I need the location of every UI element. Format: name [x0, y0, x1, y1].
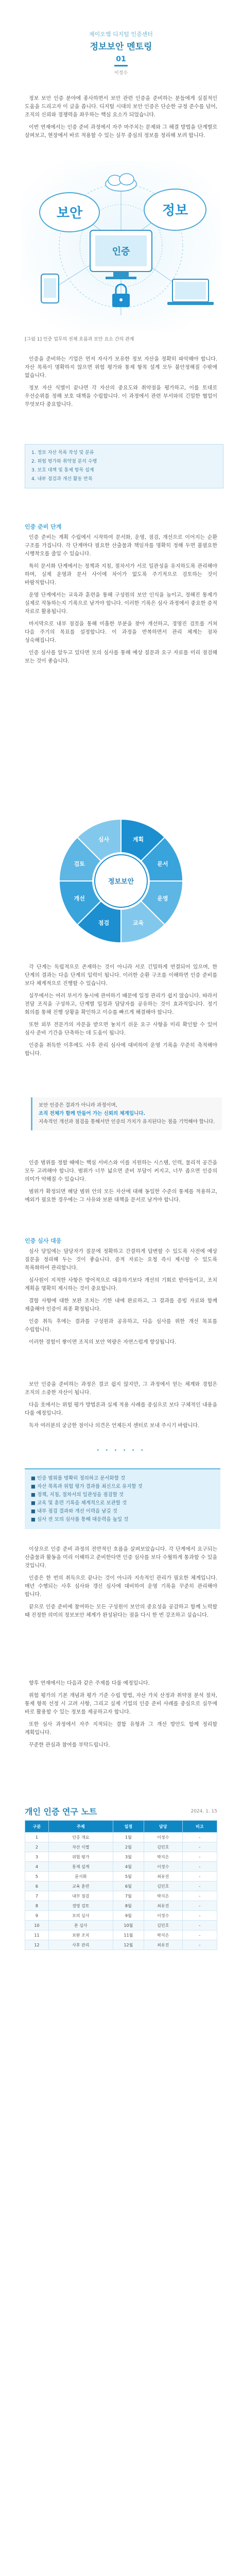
checklist-item: 2. 위험 평가와 취약점 분석 수행: [31, 459, 97, 464]
paragraph: 향후 연재에서는 다음과 같은 주제를 다룰 예정입니다.: [29, 1681, 150, 1686]
table-cell: 이정수: [144, 1833, 182, 1842]
wheel-segment-label: 계획: [132, 836, 144, 843]
table-cell: 자산 식별: [48, 1842, 113, 1852]
section6-text: [25, 1381, 217, 1434]
wheel-center-label: 정보보안: [108, 878, 134, 886]
phone-icon: [41, 274, 59, 303]
table-cell: -: [182, 1911, 217, 1921]
tip-item: ■ 심사 전 모의 심사를 통해 대응력을 높일 것: [31, 1517, 129, 1522]
table-cell: 7월: [113, 1891, 144, 1901]
paragraph: 이번 연재에서는 인증 준비 과정에서 자주 마주치는 문제와 그 해결 방법을 단계별로 살펴보고, 현장에서 바로 적용할 수 있는 실무 중심의 정보를 정리해 보려 합니다.: [25, 125, 217, 139]
paragraph: 독자 여러분의 궁금한 점이나 의견은 언제든지 센터로 보내 주시기 바랍니다.: [29, 1423, 200, 1429]
table-cell: 모의 심사: [48, 1911, 113, 1921]
paragraph: 실무에서는 여러 부서가 동시에 관여하기 때문에 일정 관리가 쉽지 않습니다. 따라서 전담 조직을 구성하고, 단계별 일정과 담당자를 공유하는 것이 효과적입니다. 정기 회의를 통해 진행 상황을 확인하고 이슈를 빠르게 해결해야 합니다.: [25, 993, 217, 1015]
series-label: 제이오엠 디지털 인증센터: [89, 31, 153, 38]
paragraph: 인증 심사를 앞두고 있다면 모의 심사를 통해 예상 질문과 요구 자료를 미리 점검해 보는 것이 좋습니다.: [25, 650, 217, 664]
table-cell: 8: [25, 1901, 49, 1911]
wheel-segment-label: 개선: [74, 895, 85, 902]
table-cell: 보완 조치: [48, 1930, 113, 1940]
wheel-segment-label: 운영: [157, 895, 168, 902]
hero-illustration: [21, 161, 221, 331]
paragraph: 보안 인증을 준비하는 과정은 결코 쉽지 않지만, 그 과정에서 얻는 체계와 경험은 조직의 소중한 자산이 됩니다.: [25, 1382, 217, 1396]
table-cell: 김민호: [144, 1842, 182, 1852]
paragraph: 범위가 확정되면 해당 범위 안의 모든 자산에 대해 동일한 수준의 통제를 적용하고, 예외가 필요한 경우에는 그 사유와 보완 대책을 문서로 남겨야 합니다.: [25, 1189, 217, 1203]
table-cell: 내부 점검: [48, 1891, 113, 1901]
tip-item: ■ 정책, 지침, 절차서의 일관성을 점검할 것: [31, 1492, 124, 1498]
table-cell: -: [182, 1872, 217, 1882]
quote-highlight: 조직 전체가 함께 만들어 가는 신뢰의 체계입니다.: [39, 1111, 145, 1116]
table-cell: 경영 검토: [48, 1901, 113, 1911]
table-row: [25, 1901, 217, 1911]
table-cell: 김민호: [144, 1921, 182, 1930]
paragraph: 인증 준비는 계획 수립에서 시작하여 문서화, 운영, 점검, 개선으로 이어지는 순환 구조를 가집니다. 각 단계마다 필요한 산출물과 책임자를 명확히 정해 두면 불필요한 시행착오를 줄일 수 있습니다.: [25, 535, 217, 557]
paragraph: 인증을 준비하는 기업은 먼저 자사가 보유한 정보 자산을 정확히 파악해야 합니다. 자산 목록이 명확하지 않으면 위험 평가와 통제 항목 설계 모두 불안정해질 수밖에 없습니다.: [25, 357, 217, 379]
table-cell: 5월: [113, 1872, 144, 1882]
wheel-segment-label: 검토: [74, 860, 85, 868]
table-cell: -: [182, 1921, 217, 1930]
paragraph: 운영 단계에서는 교육과 훈련을 통해 구성원의 보안 인식을 높이고, 정해진 통제가 실제로 작동하는지 기록으로 남겨야 합니다. 이러한 기록은 심사 과정에서 중요한 증적 자료로 활용됩니다.: [25, 592, 217, 615]
section8-text: [25, 1680, 217, 1754]
table-row: [25, 1833, 217, 1842]
table-cell: 인증 개요: [48, 1833, 113, 1842]
table-row: [25, 1911, 217, 1921]
checklist-item: 1. 정보 자산 목록 작성 및 분류: [31, 450, 94, 455]
schedule-table-section: [25, 1803, 217, 1950]
table-row: [25, 1872, 217, 1882]
quote-lead: 보안 인증은 결과가 아니라 과정이며,: [39, 1103, 117, 1108]
table-cell: 12: [25, 1940, 49, 1950]
paragraph: 다음 호에서는 위험 평가 방법론과 실제 적용 사례를 중심으로 보다 구체적인 내용을 다룰 예정입니다.: [25, 1402, 217, 1416]
table-title: 개인 인증 연구 노트: [25, 1807, 97, 1817]
table-row: [25, 1882, 217, 1891]
table-cell: 위험 평가: [48, 1852, 113, 1862]
table-cell: 10: [25, 1921, 49, 1930]
table-cell: 3월: [113, 1852, 144, 1862]
wheel-segment-label: 점검: [98, 919, 110, 926]
right-bubble: [144, 189, 206, 230]
table-cell: 교육 훈련: [48, 1882, 113, 1891]
author-name: 이정수: [114, 71, 128, 76]
table-row: [25, 1930, 217, 1940]
paragraph: 심사원이 지적한 사항은 방어적으로 대응하기보다 개선의 기회로 받아들이고, 조치 계획을 명확히 제시하는 것이 중요합니다.: [25, 1278, 217, 1292]
table-cell: 2: [25, 1842, 49, 1852]
tip-item: ■ 인증 범위를 명확히 정의하고 문서화할 것: [31, 1476, 126, 1481]
issue-number: 01: [114, 54, 128, 66]
paragraph: 위험 평가의 기본 개념과 평가 기준 수립 방법, 자산 가치 산정과 취약점 분석 절차, 통제 항목 선정 시 고려 사항, 그리고 실제 기업의 인증 준비 사례를 중심으로 실무에 바로 활용할 수 있는 정보를 제공하고자 합니다.: [25, 1693, 217, 1715]
checklist-box: [25, 444, 223, 488]
wheel-segment-label: 교육: [132, 919, 144, 926]
paragraph: 마지막으로 내부 점검을 통해 미흡한 부분을 찾아 개선하고, 경영진 검토를 거쳐 다음 주기의 목표를 설정합니다. 이 과정을 반복하면서 관리 체계는 점차 성숙해집니다.: [25, 621, 217, 643]
paragraph: 결함 사항에 대한 보완 조치는 기한 내에 완료하고, 그 결과를 증빙 자료와 함께 제출해야 인증이 최종 확정됩니다.: [25, 1298, 217, 1312]
article-header: [0, 0, 242, 88]
table-cell: 2월: [113, 1842, 144, 1852]
paragraph: 정보 자산 식별이 끝나면 각 자산의 중요도와 취약점을 평가하고, 이를 토대로 우선순위를 정해 보호 대책을 수립합니다. 이 과정에서 관련 부서와의 긴밀한 협업이 무엇보다 중요합니다.: [25, 385, 217, 408]
laptop-icon: [167, 279, 214, 305]
paragraph: 꾸준한 관심과 참여를 부탁드립니다.: [29, 1742, 110, 1748]
table-cell: 1월: [113, 1833, 144, 1842]
table-cell: 최유진: [144, 1872, 182, 1882]
wheel-segment-label: 심사: [98, 836, 110, 843]
column-header: 주제: [48, 1821, 113, 1833]
table-cell: 최유진: [144, 1940, 182, 1950]
table-cell: 7: [25, 1891, 49, 1901]
table-cell: 6월: [113, 1882, 144, 1891]
table-date: 2024. 1. 15: [191, 1809, 217, 1814]
quote-body: 지속적인 개선과 점검을 통해서만 인증의 가치가 유지된다는 점을 기억해야 합니다.: [39, 1119, 215, 1125]
paragraph: 이상으로 인증 준비 과정의 전반적인 흐름을 살펴보았습니다. 각 단계에서 요구되는 산출물과 활동을 미리 이해하고 준비한다면 인증 심사를 보다 수월하게 통과할 수 있을 것입니다.: [25, 1547, 217, 1569]
monitor-label: 인증: [112, 246, 130, 257]
table-cell: 최유진: [144, 1901, 182, 1911]
tip-item: ■ 자산 목록과 위험 평가 결과를 최신으로 유지할 것: [31, 1484, 143, 1489]
table-cell: 11: [25, 1930, 49, 1940]
column-header: 일정: [113, 1821, 144, 1833]
pull-quote: [31, 1097, 222, 1130]
table-row: [25, 1842, 217, 1852]
table-row: [25, 1921, 217, 1930]
right-bubble-label: 정보: [162, 203, 188, 218]
table-row: [25, 1940, 217, 1950]
intro-text: [25, 95, 217, 144]
table-cell: 11월: [113, 1930, 144, 1940]
article-title: 정보보안 멘토링: [90, 42, 152, 52]
table-row: [25, 1891, 217, 1901]
tips-box: [25, 1468, 220, 1529]
table-cell: 3: [25, 1852, 49, 1862]
section1-text: [25, 355, 217, 413]
table-cell: -: [182, 1833, 217, 1842]
checklist-item: 4. 내부 점검과 개선 활동 반복: [31, 477, 93, 482]
table-cell: 5: [25, 1872, 49, 1882]
table-cell: 이정수: [144, 1911, 182, 1921]
table-cell: 박지은: [144, 1891, 182, 1901]
left-bubble: [40, 193, 99, 232]
table-row: [25, 1852, 217, 1862]
table-cell: 문서화: [48, 1872, 113, 1882]
section-title: 인증 준비 단계: [25, 523, 62, 530]
table-cell: 이정수: [144, 1862, 182, 1872]
tip-item: ■ 내부 점검 결과와 개선 이력을 남길 것: [31, 1509, 117, 1514]
table-cell: 10월: [113, 1921, 144, 1930]
paragraph: 정보 보안 인증 분야에 종사하면서 보안 관련 인증을 준비하는 분들에게 실질적인 도움을 드리고자 이 글을 씁니다. 디지털 시대의 보안 인증은 단순한 규정 준수를 넘어, 조직의 신뢰와 경쟁력을 좌우하는 핵심 요소가 되었습니다.: [25, 96, 217, 118]
table-cell: 1: [25, 1833, 49, 1842]
paragraph: 이러한 경험이 쌓이면 조직의 보안 역량은 자연스럽게 향상됩니다.: [29, 1340, 177, 1345]
monitor-icon: [90, 230, 152, 279]
table-cell: -: [182, 1930, 217, 1940]
table-cell: 9: [25, 1911, 49, 1921]
section4-text: [25, 1159, 217, 1209]
paragraph: 인증 범위를 정할 때에는 핵심 서비스와 이를 지원하는 시스템, 인력, 물리적 공간을 모두 고려해야 합니다. 범위가 너무 넓으면 준비 부담이 커지고, 너무 좁으면 인증의 의미가 약해질 수 있습니다.: [25, 1160, 217, 1182]
paragraph: 특히 문서화 단계에서는 정책과 지침, 절차서가 서로 일관성을 유지하도록 관리해야 하며, 실제 운영과 문서 사이에 차이가 없도록 주기적으로 검토하는 것이 바람직합니다.: [25, 564, 217, 586]
separator-dots: • • • • • •: [96, 1448, 146, 1453]
paragraph: 또한 외부 전문가의 자문을 받으면 놓치기 쉬운 요구 사항을 미리 확인할 수 있어 심사 준비 기간을 단축하는 데 도움이 됩니다.: [25, 1022, 217, 1036]
checklist-item: 3. 보호 대책 및 통제 항목 설계: [31, 468, 94, 473]
table-cell: -: [182, 1901, 217, 1911]
paragraph: 인증은 한 번의 취득으로 끝나는 것이 아니라 지속적인 관리가 필요한 체계입니다. 매년 수행되는 사후 심사와 갱신 심사에 대비하여 운영 기록을 꾸준히 관리해야 합니다.: [25, 1575, 217, 1598]
section2-text: [25, 534, 217, 670]
table-cell: 4: [25, 1862, 49, 1872]
hero-caption: [그림 1] 인증 업무의 전체 흐름과 보안 요소 간의 관계: [25, 337, 134, 342]
section-title: 인증 심사 대응: [25, 1238, 62, 1244]
table-cell: 4월: [113, 1862, 144, 1872]
table-cell: -: [182, 1852, 217, 1862]
table-cell: -: [182, 1891, 217, 1901]
table-cell: -: [182, 1882, 217, 1891]
column-header: 비고: [182, 1821, 217, 1833]
column-header: 구분: [25, 1821, 49, 1833]
table-cell: 8월: [113, 1901, 144, 1911]
table-cell: 통제 설계: [48, 1862, 113, 1872]
column-header: 담당: [144, 1821, 182, 1833]
table-cell: 사후 관리: [48, 1940, 113, 1950]
paragraph: 인증을 취득한 이후에도 사후 관리 심사에 대비하여 운영 기록을 꾸준히 축적해야 합니다.: [25, 1043, 217, 1057]
paragraph: 심사 당일에는 담당자가 질문에 정확하고 간결하게 답변할 수 있도록 사전에 예상 질문을 정리해 두는 것이 좋습니다. 증적 자료는 요청 즉시 제시할 수 있도록 목록화하여 관리합니다.: [25, 1249, 217, 1271]
table-cell: 12월: [113, 1940, 144, 1950]
table-cell: -: [182, 1940, 217, 1950]
table-row: [25, 1862, 217, 1872]
table-cell: 박지은: [144, 1852, 182, 1862]
left-bubble-label: 보안: [56, 206, 83, 221]
cloud-icon: [106, 174, 136, 191]
table-cell: 9월: [113, 1911, 144, 1921]
table-cell: 박지은: [144, 1930, 182, 1940]
process-wheel-diagram: [54, 814, 188, 948]
paragraph: 또한 심사 과정에서 자주 지적되는 결함 유형과 그 개선 방안도 함께 정리할 계획입니다.: [25, 1722, 217, 1736]
schedule-table: [25, 1820, 217, 1950]
table-cell: 김민호: [144, 1882, 182, 1891]
table-cell: 6: [25, 1882, 49, 1891]
table-cell: -: [182, 1862, 217, 1872]
wheel-segment-label: 문서: [157, 860, 168, 868]
section5-text: [25, 1248, 217, 1351]
section7-text: [25, 1546, 217, 1624]
table-cell: -: [182, 1842, 217, 1852]
paragraph: 끝으로 인증 준비에 참여하는 모든 구성원이 보안의 중요성을 공감하고 함께 노력할 때 진정한 의미의 정보보안 체계가 완성된다는 점을 다시 한 번 강조하고 싶습니다.: [25, 1604, 217, 1618]
paragraph: 각 단계는 독립적으로 존재하는 것이 아니라 서로 긴밀하게 연결되어 있으며, 한 단계의 결과는 다음 단계의 입력이 됩니다. 이러한 순환 구조를 이해하면 인증 준비를 보다 체계적으로 진행할 수 있습니다.: [25, 964, 217, 987]
paragraph: 인증 취득 후에는 결과를 구성원과 공유하고, 다음 심사를 위한 개선 목표를 수립합니다.: [25, 1319, 217, 1333]
table-header-row: [25, 1821, 217, 1833]
section3-text: [25, 963, 217, 1062]
table-cell: 본 심사: [48, 1921, 113, 1930]
tip-item: ■ 교육 및 훈련 기록을 체계적으로 보관할 것: [31, 1500, 127, 1506]
